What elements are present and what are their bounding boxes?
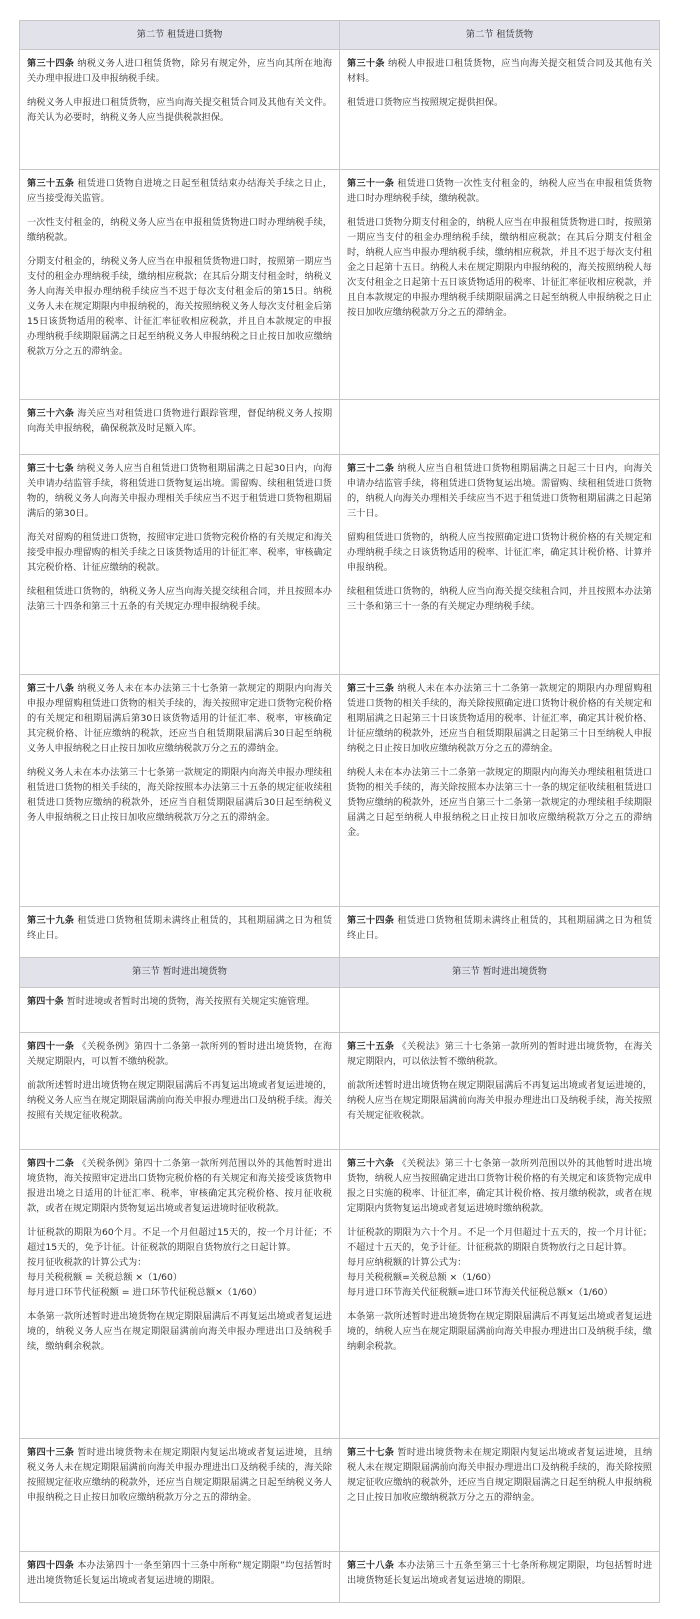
- article-paragraph: [347, 1078, 652, 1123]
- article-paragraph: [27, 254, 332, 359]
- article-text: 暂时进境或者暂时出境的货物，海关按照有关规定实施管理。: [63, 996, 315, 1008]
- article-number: 第三十五条: [27, 177, 75, 189]
- article-text: 每月关税税额 = 关税总额 ×（1/60）: [27, 1272, 183, 1284]
- comparison-table-wrapper: [19, 20, 659, 1603]
- article-cell-old-regulation: [20, 454, 340, 674]
- article-paragraph: [27, 530, 332, 575]
- article-cell-old-regulation: [20, 675, 340, 907]
- article-cell-new-regulation: [340, 1032, 660, 1149]
- article-number: 第三十七条: [347, 1447, 395, 1459]
- article-text: 纳税义务人未在本办法第三十七条第一款规定的期限内向海关申报办理留购租赁进口货物的相关手续的，海关按照审定进口货物完税价格的有关规定和租期届满后第30日该货物适用的计征汇率、税率，审核确定其完税价格、计征应缴纳的税款，还应当自租赁期限届满后30日起至纳税义务人申报纳税之日止按日加收应缴纳税款万分之五的滞纳金。: [27, 683, 333, 754]
- article-row: [20, 400, 660, 455]
- article-paragraph: [347, 1270, 652, 1285]
- article-number: 第三十三条: [347, 683, 395, 694]
- article-paragraph: [27, 765, 332, 825]
- article-text: 纳税人应当自租赁进口货物租期届满之日起三十日内，向海关申请办结监管手续，将租赁进口货物复运出境。需留购、续租租赁进口货物的，纳税人向海关办理相关手续应当不迟于租赁进口货物租期届满之日起第三十日。: [347, 462, 653, 519]
- article-text: 每月应纳税额的计算公式为：: [347, 1257, 467, 1269]
- article-number: 第三十四条: [27, 58, 75, 70]
- article-row: [20, 1439, 660, 1552]
- article-number: 第三十八条: [347, 1560, 395, 1572]
- section-title-new: 第三节 暂时进出境货物: [340, 958, 660, 988]
- article-paragraph: [347, 1156, 652, 1216]
- article-text: 留购租赁进口货物的，纳税人应当按照确定进口货物计税价格的有关规定和办理纳税手续之日该货物适用的税率、计征汇率，确定其计税价格、计算并申报纳税。: [347, 531, 652, 573]
- article-text: 本条第一款所述暂时进出境货物在规定期限届满后不再复运出境或者复运进境的，纳税人应当在规定期限届满前向海关申报办理进出口及纳税手续，缴纳剩余税款。: [347, 1311, 652, 1353]
- article-cell-old-regulation: [20, 400, 340, 455]
- article-number: 第三十九条: [27, 915, 75, 927]
- section-title-new: 第二节 租赁货物: [340, 21, 660, 50]
- article-cell-old-regulation: [20, 169, 340, 399]
- article-text: 暂时进出境货物未在规定期限内复运出境或者复运进境，且纳税义务人未在规定期限届满前向海关申报办理进出口及纳税手续的，海关除按照规定征收应缴纳的税款外，还应当自规定期限届满之日起至纳税义务人申报纳税之日止按日加收应缴纳税款万分之五的滞纳金。: [27, 1447, 333, 1504]
- article-cell-new-regulation: [340, 454, 660, 674]
- article-cell-old-regulation: [20, 988, 340, 1032]
- article-paragraph: [27, 406, 332, 436]
- article-text: 《关税法》第三十七条第一款所列范围以外的其他暂时进出境货物，纳税人应当按照确定进出口货物计税价格的有关规定和该货物完成申报之日实施的税率、计征汇率，确定其计税价格、按月缴纳税款，或者在规定期限内货物复运出境或者复运进境时缴纳税款。: [347, 1158, 653, 1215]
- article-text: 每月关税税额=关税总额 ×（1/60）: [347, 1272, 497, 1284]
- article-paragraph: [27, 1309, 332, 1354]
- article-paragraph: [27, 1270, 332, 1285]
- article-row: [20, 1552, 660, 1603]
- article-paragraph: [27, 461, 332, 521]
- article-row: [20, 1032, 660, 1149]
- article-text: 续租租赁进口货物的，纳税义务人应当向海关提交续租合同，并且按照本办法第三十四条和第三十五条的有关规定办理申报纳税手续。: [27, 585, 332, 612]
- article-number: 第三十七条: [27, 462, 74, 474]
- section-header-row: [20, 958, 660, 988]
- article-paragraph: [27, 95, 332, 125]
- article-paragraph: [27, 1078, 332, 1123]
- article-cell-old-regulation: [20, 1150, 340, 1439]
- article-text: 前款所述暂时进出境货物在规定期限届满后不再复运出境或者复运进境的，纳税义务人应当在规定期限届满前向海关申报办理进出口及纳税手续。海关按照有关规定征收税款。: [27, 1079, 332, 1121]
- article-paragraph: [347, 913, 652, 943]
- article-text: 计征税款的期限为60个月。不足一个月但超过15天的，按一个月计征；不超过15天的，免予计征。计征税款的期限自货物放行之日起计算。: [27, 1227, 332, 1254]
- article-paragraph: [347, 1255, 652, 1270]
- article-text: 租赁进口货物租赁期未满终止租赁的，其租期届满之日为租赁终止日。: [347, 915, 653, 942]
- article-paragraph: [27, 176, 332, 206]
- article-paragraph: [347, 1445, 652, 1505]
- article-paragraph: [347, 765, 652, 840]
- article-paragraph: [27, 913, 332, 943]
- article-row: [20, 454, 660, 674]
- article-text: 租赁进口货物分期支付租金的，纳税人应当在申报租赁货物进口时，按照第一期应当支付的租金办理纳税手续，缴纳相应税款；在其后分期支付租金时，纳税人应当申报办理纳税手续，缴纳相应税款，并且不迟于每次支付租金之日起第十五日。纳税人未在规定期限内申报纳税的，海关按照纳税人每次支付租金之日起第十五日该货物适用的税率、计征汇率征收相应税款，并且自本款规定的申报办理纳税手续期限届满之日起至纳税人申报纳税之日止按日加收应缴纳税款万分之五的滞纳金。: [347, 216, 652, 318]
- article-paragraph: [347, 1558, 652, 1588]
- article-paragraph: [27, 994, 332, 1009]
- article-text: 每月进口环节代征税额 = 进口环节代征税总额×（1/60）: [27, 1287, 262, 1299]
- article-number: 第三十一条: [347, 177, 395, 189]
- article-cell-new-regulation: [340, 1552, 660, 1603]
- article-text: 租赁进口货物租赁期未满终止租赁的，其租期届满之日为租赁终止日。: [27, 915, 333, 942]
- article-text: 纳税人申报进口租赁货物，应当向海关提交租赁合同及其他有关材料。: [347, 58, 653, 85]
- article-paragraph: [27, 681, 332, 756]
- article-text: 本条第一款所述暂时进出境货物在规定期限届满后不再复运出境或者复运进境的，纳税义务人应当在规定期限届满前向海关申报办理进出口及纳税手续，缴纳剩余税款。: [27, 1311, 332, 1353]
- article-paragraph: [347, 1039, 652, 1069]
- article-text: 一次性支付租金的，纳税义务人应当在申报租赁货物进口时办理纳税手续，缴纳税款。: [27, 216, 332, 243]
- article-number: 第三十五条: [347, 1040, 395, 1052]
- article-cell-new-regulation: [340, 1150, 660, 1439]
- article-row: [20, 675, 660, 907]
- article-text: 纳税人未在本办法第三十二条第一款规定的期限内办理留购租赁进口货物的相关手续的，海关除按照确定进口货物计税价格的有关规定和租期届满之日起第三十日该货物适用的税率、计征汇率，确定其计税价格、计征应缴纳的税款外，还应当自租赁期限届满之日起第三十日至纳税人申报纳税之日止按日加收应缴纳税款万分之五的滞纳金。: [347, 683, 653, 754]
- article-text: 本办法第三十五条至第三十七条所称规定期限，均包括暂时进出境货物延长复运出境或者复运进境的期限。: [347, 1560, 653, 1587]
- article-text: 按月征收税款的计算公式为：: [27, 1257, 147, 1269]
- article-paragraph: [347, 95, 652, 110]
- article-text: 纳税义务人申报进口租赁货物，应当向海关提交租赁合同及其他有关文件。海关认为必要时，纳税义务人应当提供税款担保。: [27, 97, 332, 124]
- article-number: 第三十条: [347, 58, 385, 70]
- article-text: 每月进口环节海关代征税额=进口环节海关代征税总额×（1/60）: [347, 1287, 613, 1299]
- article-text: 海关应当对租赁进口货物进行跟踪管理，督促纳税义务人按期向海关申报纳税，确保税款及时足额入库。: [27, 408, 333, 435]
- article-text: 纳税人未在本办法第三十二条第一款规定的期限内向海关办理续租租赁进口货物的相关手续的，海关除按照本办法第三十一条的规定征收续租租赁进口货物应缴纳的税款外，还应当自第三十二条第一款规定的办理续租手续期限届满之日起至纳税人申报纳税之日止按日加收应缴纳税款万分之五的滞纳金。: [347, 767, 652, 838]
- article-text: 纳税义务人未在本办法第三十七条第一款规定的期限内向海关申报办理续租租赁进口货物的相关手续的，海关除按照本办法第三十五条的规定征收续租租赁进口货物应缴纳的税款外，还应当自租赁期限届满后30日起至纳税义务人申报纳税之日止按日加收应缴纳税款万分之五的滞纳金。: [27, 767, 332, 823]
- article-cell-old-regulation: [20, 50, 340, 169]
- comparison-table: [19, 20, 660, 1603]
- article-text: 《关税法》第三十七条第一款所列的暂时进出境货物，在海关规定期限内，可以依法暂不缴纳税款。: [347, 1040, 653, 1067]
- article-paragraph: [347, 530, 652, 575]
- article-number: 第四十二条: [27, 1158, 75, 1170]
- article-text: 暂时进出境货物未在规定期限内复运出境或者复运进境，且纳税人未在规定期限届满前向海关申报办理进出口及纳税手续的，海关除按照规定征收应缴纳的税款外，还应当自规定期限届满之日起至纳税人申报纳税之日止按日加收应缴纳税款万分之五的滞纳金。: [347, 1447, 653, 1504]
- article-text: 《关税条例》第四十二条第一款所列范围以外的其他暂时进出境货物，海关按照审定进出口货物完税价格的有关规定和海关接受该货物申报进出境之日适用的计征汇率、税率，审核确定其完税价格、按月征收税款，或者在规定期限内货物复运出境或者复运进境时征收税款。: [27, 1158, 333, 1215]
- article-cell-new-regulation: [340, 1439, 660, 1552]
- article-paragraph: [347, 584, 652, 614]
- article-text: 租赁进口货物应当按照规定提供担保。: [347, 97, 504, 109]
- article-text: 海关对留购的租赁进口货物，按照审定进口货物完税价格的有关规定和海关接受申报办理留购的相关手续之日该货物适用的计征汇率、税率，审核确定其完税价格、计征应缴纳的税款。: [27, 531, 332, 573]
- article-number: 第四十三条: [27, 1447, 75, 1459]
- article-text: 计征税款的期限为六十个月。不足一个月但超过十五天的，按一个月计征；不超过十五天的，免予计征。计征税款的期限自货物放行之日起计算。: [347, 1227, 652, 1254]
- article-text: 本办法第四十一条至第四十三条中所称“规定期限”均包括暂时进出境货物延长复运出境或者复运进境的期限。: [27, 1560, 332, 1587]
- article-cell-new-regulation: [340, 400, 660, 455]
- article-number: 第三十六条: [347, 1158, 395, 1170]
- article-row: [20, 50, 660, 169]
- article-number: 第三十二条: [347, 462, 395, 474]
- article-cell-new-regulation: [340, 907, 660, 958]
- article-row: [20, 1150, 660, 1439]
- article-paragraph: [347, 176, 652, 206]
- article-number: 第三十六条: [27, 408, 75, 420]
- article-paragraph: [347, 461, 652, 521]
- article-paragraph: [27, 215, 332, 245]
- article-paragraph: [347, 1285, 652, 1300]
- section-header-row: [20, 21, 660, 50]
- article-cell-new-regulation: [340, 169, 660, 399]
- article-text: 《关税条例》第四十二条第一款所列的暂时进出境货物，在海关规定期限内，可以暂不缴纳税款。: [27, 1040, 333, 1067]
- article-text: 租赁进口货物一次性支付租金的，纳税人应当在申报租赁货物进口时办理纳税手续，缴纳税款。: [347, 177, 653, 204]
- article-number: 第三十四条: [347, 915, 395, 927]
- article-paragraph: [27, 56, 332, 86]
- article-text: 租赁进口货物自进境之日起至租赁结束办结海关手续之日止，应当接受海关监管。: [27, 177, 333, 204]
- article-paragraph: [27, 1225, 332, 1255]
- article-cell-old-regulation: [20, 1439, 340, 1552]
- article-paragraph: [347, 681, 652, 756]
- article-paragraph: [27, 1039, 332, 1069]
- article-number: 第四十四条: [27, 1560, 75, 1572]
- article-text: 续租租赁进口货物的，纳税人应当向海关提交续租合同，并且按照本办法第三十条和第三十一条的有关规定办理纳税手续。: [347, 585, 652, 612]
- article-cell-old-regulation: [20, 907, 340, 958]
- article-row: [20, 988, 660, 1032]
- article-cell-new-regulation: [340, 675, 660, 907]
- article-text: 分期支付租金的，纳税义务人应当在申报租赁货物进口时，按照第一期应当支付的租金办理纳税手续，缴纳相应税款；在其后分期支付租金时，纳税义务人向海关申报办理纳税手续应当不迟于每次支付租金后的第15日。纳税义务人未在规定期限内申报纳税的，海关按照纳税义务人每次支付租金后第15日该货物适用的税率、计征汇率征收相应税款，并且自本款规定的申报办理纳税手续期限届满之日起至纳税义务人申报纳税之日止按日加收应缴纳税款万分之五的滞纳金。: [27, 255, 332, 357]
- article-text: 纳税义务人进口租赁货物，除另有规定外，应当向其所在地海关办理申报进口及申报纳税手续。: [27, 58, 333, 85]
- article-paragraph: [347, 56, 652, 86]
- article-number: 第三十八条: [27, 683, 75, 694]
- article-text: 纳税义务人应当自租赁进口货物租期届满之日起30日内，向海关申请办结监管手续，将租赁进口货物复运出境。需留购、续租租赁进口货物的，纳税义务人向海关申报办理相关手续应当不迟于租赁进口货物租期届满后的第30日。: [27, 462, 332, 519]
- article-number: 第四十一条: [27, 1040, 75, 1052]
- article-paragraph: [27, 584, 332, 614]
- article-row: [20, 907, 660, 958]
- article-paragraph: [27, 1445, 332, 1505]
- article-text: 前款所述暂时进出境货物在规定期限届满后不再复运出境或者复运进境的，纳税人应当在规定期限届满前向海关申报办理进出口及纳税手续，海关按照有关规定征收税款。: [347, 1079, 652, 1121]
- article-paragraph: [27, 1285, 332, 1300]
- article-cell-new-regulation: [340, 988, 660, 1032]
- article-paragraph: [347, 215, 652, 320]
- article-cell-old-regulation: [20, 1552, 340, 1603]
- article-row: [20, 169, 660, 399]
- article-paragraph: [27, 1558, 332, 1588]
- article-cell-new-regulation: [340, 50, 660, 169]
- article-paragraph: [27, 1255, 332, 1270]
- article-paragraph: [27, 1156, 332, 1216]
- comparison-table-body: [20, 21, 660, 1603]
- section-title-old: 第三节 暂时进出境货物: [20, 958, 340, 988]
- section-title-old: 第二节 租赁进口货物: [20, 21, 340, 50]
- article-cell-old-regulation: [20, 1032, 340, 1149]
- article-paragraph: [347, 1225, 652, 1255]
- article-number: 第四十条: [27, 996, 64, 1008]
- article-paragraph: [347, 1309, 652, 1354]
